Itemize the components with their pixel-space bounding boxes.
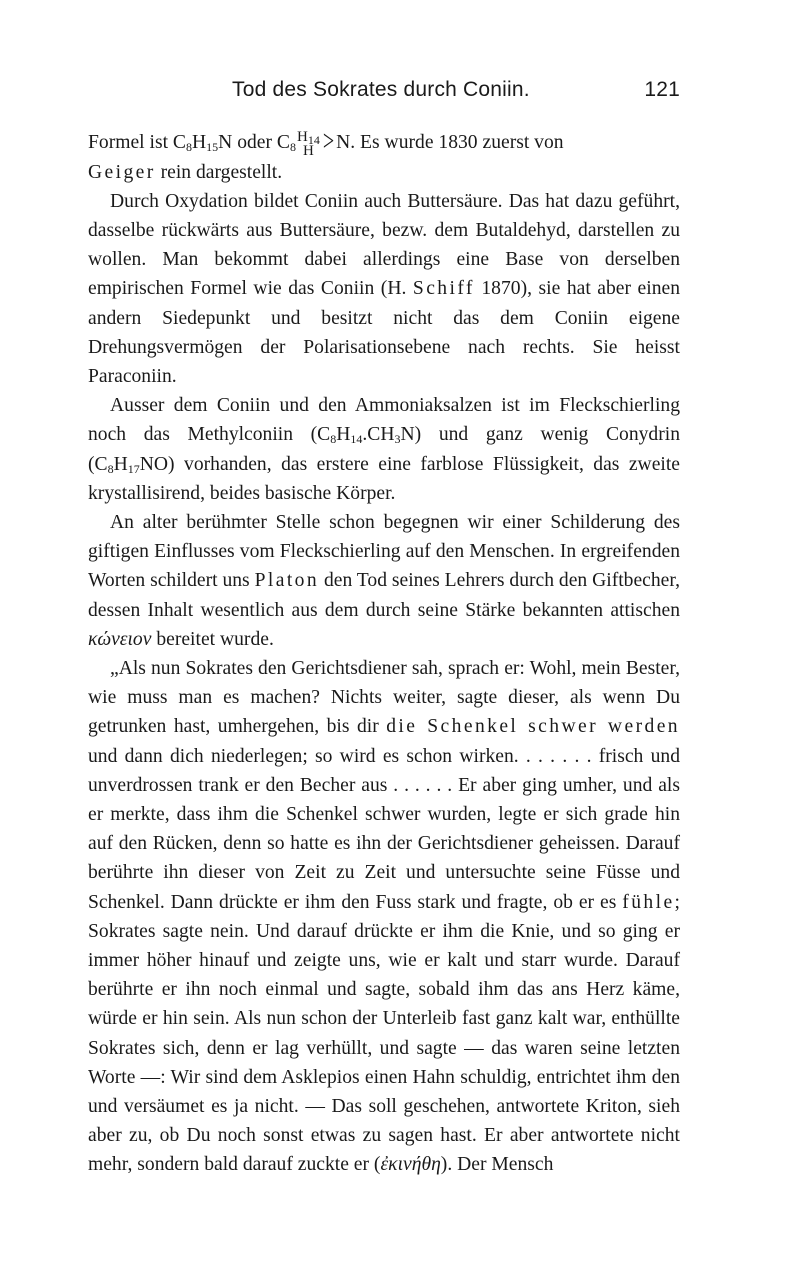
emphasis-text: die Schenkel schwer werden [386,716,680,738]
paragraph-text: An alter berühmter Stelle schon begegnen wir einer Schilderung des giftigen Einflusses vom Fleckschierling auf den Menschen. In ergreifenden Worten schildert uns [88,511,680,592]
formula-sub: 8 [289,140,296,154]
paragraph-text: bereitet wurde. [151,628,274,650]
formula-text: N oder C [218,132,290,153]
formula-sub: 17 [127,461,140,476]
paragraph-oxydation [88,187,680,391]
paragraph-text: 1870), sie hat aber einen andern Siedepunkt und besitzt nicht das dem Coniin eigene Drehungsvermögen der Polarisationsebene nach rechts. Sie heisst Paraconiin. [88,278,680,387]
paragraph-text: ). Der Mensch [440,1154,554,1176]
paragraph-text: NO) vorhanden, das erstere eine farblose Flüssigkeit, das zweite krystallisirend, beides basische Körper. [88,453,680,504]
formula-sub: 3 [394,432,401,447]
formula-text: H [336,424,351,446]
formula-bottom: H [302,142,314,159]
formula-sub: 8 [330,432,337,447]
emphasis-text: fühle [622,891,675,913]
formula-sub: 15 [206,140,219,154]
paragraph-text: ; Sokrates sagte nein. Und darauf drückte er ihm die Knie, und so ging er immer höher hinauf und zeigte uns, wie er kalt und starr wurde. Darauf berührte er ihn noch einmal und sagte, sobald ihm das ans Herz käme, würde er hin sein. Als nun schon der Unterleib fast ganz kalt war, enthüllte Sokrates sich, denn er lag verhüllt, und sagte — das waren seine letzten Worte —: Wir sind dem Asklepios einen Hahn schuldig, entrichtet ihm den und versäumet es ja nicht. — Das soll geschehen, antwortete Kriton, sieh aber zu, ob Du noch sonst etwas zu sagen hast. Er aber antwortete nicht mehr, sondern bald darauf zuckte er ( [88,891,680,1176]
running-title: Tod des Sokrates durch Coniin. [232,78,530,101]
paragraph-text: „Als nun Sokrates den Gerichtsdiener sah, sprach er: Wohl, mein Bester, wie muss man es machen? Nichts weiter, sagte dieser, als wenn Du getrunken hast, umhergehen, bis dir [88,657,680,738]
paragraph-text: und dann dich niederlegen; so wird es schon wirken. . . . . . . frisch und unverdrossen trank er den Becher aus . . . . . . Er aber ging umher, und als er merkte, dass ihm die Schenkel schwer wurden, legte er sich grade hin auf den Rücken, denn so hatte es ihn der Gerichtsdiener geheissen. Darauf berührte ihn dieser von Zeit zu Zeit und untersuchte seine Füsse und Schenkel. Dann drückte er ihm den Fuss stark und fragte, ob er es [88,745,680,913]
running-header [232,78,680,108]
formula-sub: 8 [107,461,114,476]
formula-top: $H_{14}$ [296,128,320,147]
formula-bracket: > [322,125,335,159]
paragraph-text: Durch Oxydation bildet Coniin auch Buttersäure. Das hat dazu geführt, dasselbe rückwärts aus Buttersäure, bezw. dem Butaldehyd, darstellen zu wollen. Man bekommt dabei allerdings eine Base von derselben empirischen Formel wie das Coniin (H. [88,190,680,300]
paragraph-text: den Tod seines Lehrers durch den Giftbecher, dessen Inhalt wesentlich aus dem durch seine Stärke bekannten attischen [88,570,680,621]
formula-after: N. Es wurde 1830 zuerst von [336,132,564,153]
author-name: Platon [254,570,320,592]
structural-formula [297,130,320,158]
paragraph-text: Ausser dem Coniin und den Ammoniaksalzen ist im Fleckschierling noch das Methylconiin (C [88,395,680,446]
author-name: Schiff [412,278,475,300]
greek-word: κώνειον [88,628,152,650]
formula-text: .CH [362,424,395,446]
paragraph-text: rein dargestellt. [155,161,283,183]
paragraph-methylconiin [88,391,680,508]
page-number: 121 [644,78,680,101]
formula-sub: 8 [185,140,192,154]
paragraph-quote [88,654,680,1180]
greek-word: ἐκινήθη [380,1154,441,1176]
formula-text: H [113,453,128,475]
formula-lead: Formel ist C [88,132,186,153]
formula-sub: 14 [350,432,363,447]
formula-text: H [191,132,207,153]
paragraph-platon [88,508,680,654]
formula-text: N) und ganz wenig Conydrin (C [88,424,680,475]
paragraph-formula [88,125,680,187]
body-text [88,125,680,1180]
author-name: Geiger [88,161,156,183]
